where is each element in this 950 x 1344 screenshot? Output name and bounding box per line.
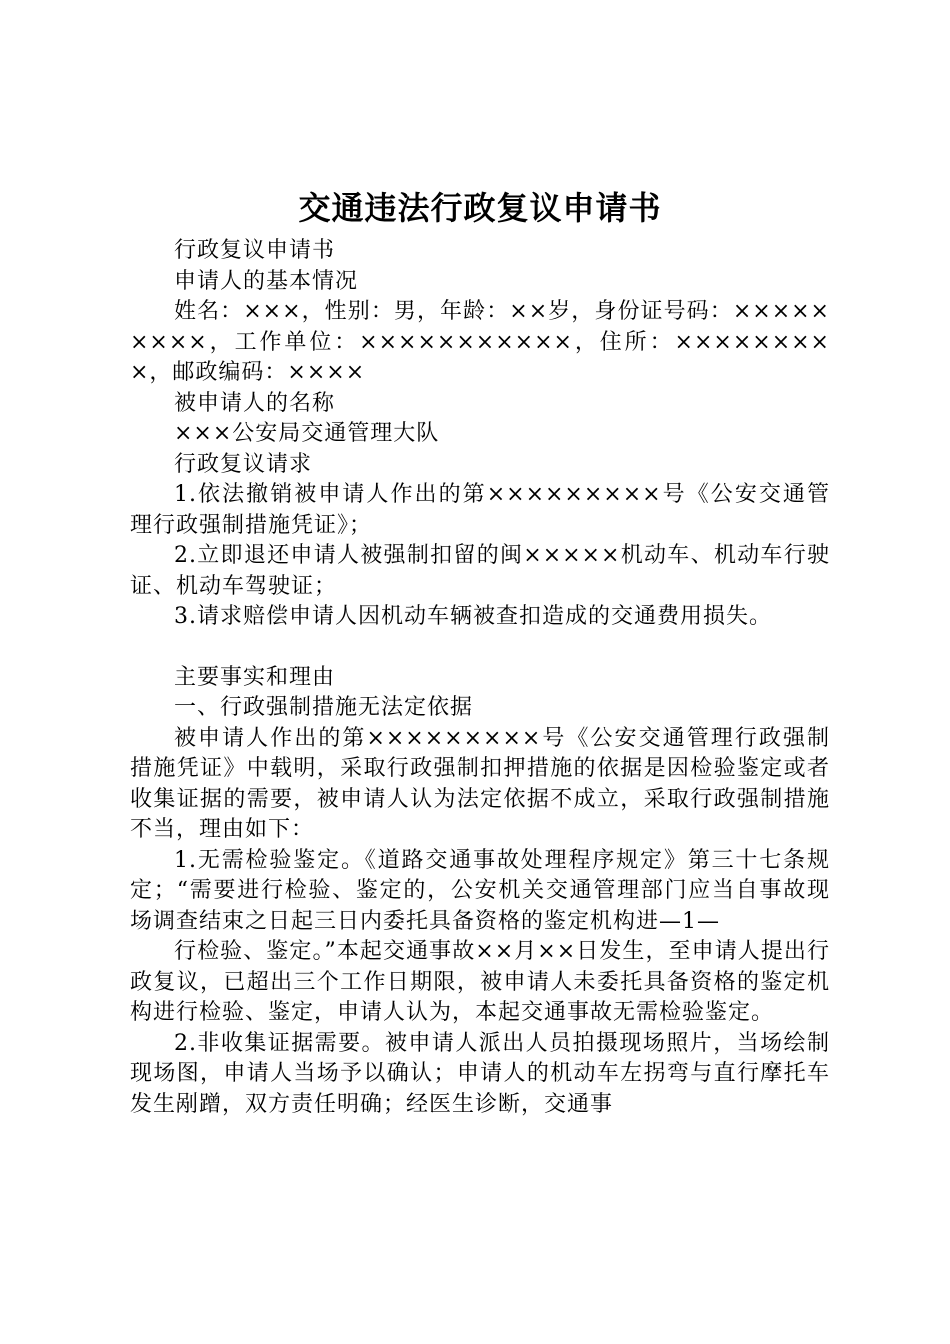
respondent-name: ×××公安局交通管理大队 [174,421,440,446]
section-heading-application: 行政复议申请书 [174,238,336,263]
section-heading-facts: 主要事实和理由 [174,664,336,690]
section-heading-requests: 行政复议请求 [174,451,313,477]
section-heading-applicant-info: 申请人的基本情况 [174,268,359,294]
section-heading-respondent: 被申请人的名称 [174,390,336,416]
document-title: 交通违法行政复议申请书 [298,189,662,227]
applicant-details: 姓名：×××，性别：男，年龄：××岁，身份证号码：×××××××××，工作单位：×××××××××××，住所：×××××××××，邮政编码：×××× [130,299,830,385]
paragraph-spacer [130,633,830,663]
body-paragraph-basis: 被申请人作出的第×××××××××号《公安交通管理行政强制措施凭证》中载明，采取行政强制扣押措施的依据是因检验鉴定或者收集证据的需要，被申请人认为法定依据不成立，采取行政强制措施不当，理由如下： [130,725,830,842]
subheading-no-legal-basis: 一、行政强制措施无法定依据 [174,695,474,720]
reason-item-1: 1.无需检验鉴定。《道路交通事故处理程序规定》第三十七条规定；“需要进行检验、鉴定的，公安机关交通管理部门应当自事故现场调查结束之日起三日内委托具备资格的鉴定机构进—1— [130,847,830,934]
reason-item-1-continued: 行检验、鉴定。”本起交通事故××月××日发生，至申请人提出行政复议，已超出三个工作日期限，被申请人未委托具备资格的鉴定机构进行检验、鉴定，申请人认为，本起交通事故无需检验鉴定。 [130,939,830,1025]
request-item-3: 3.请求赔偿申请人因机动车辆被查扣造成的交通费用损失。 [174,604,772,629]
request-item-1: 1.依法撤销被申请人作出的第×××××××××号《公安交通管理行政强制措施凭证》； [130,482,830,538]
reason-item-2: 2.非收集证据需要。被申请人派出人员拍摄现场照片，当场绘制现场图，申请人当场予以确认；申请人的机动车左拐弯与直行摩托车发生剐蹭，双方责任明确；经医生诊断，交通事 [130,1030,830,1117]
request-item-2: 2.立即退还申请人被强制扣留的闽×××××机动车、机动车行驶证、机动车驾驶证； [130,543,830,599]
document-page [130,186,830,1120]
